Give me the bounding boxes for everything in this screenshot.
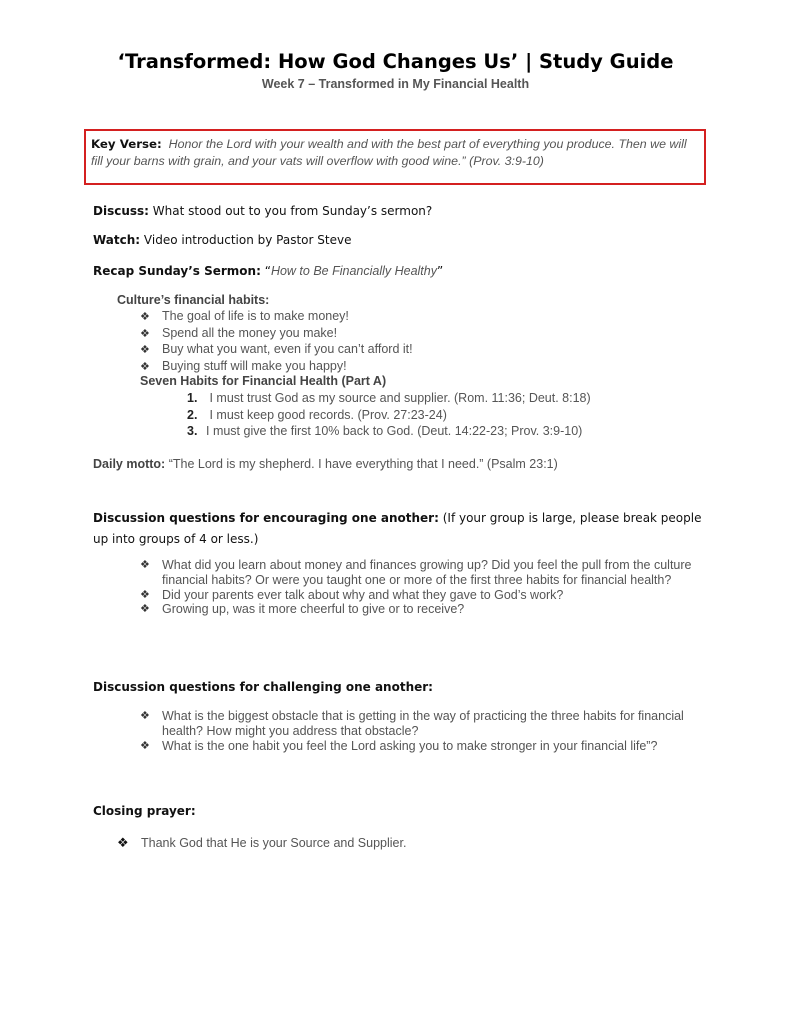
key-verse xyxy=(91,136,699,169)
sermon-title: How to Be Financially Healthy xyxy=(270,264,437,278)
diamond-bullet-icon: ❖ xyxy=(140,559,150,571)
challenging-questions xyxy=(140,709,720,753)
list-item: ❖ Did your parents ever talk about why and what they gave to God’s work? xyxy=(140,587,564,602)
closing-prayer-item: ❖ Thank God that He is your Source and Supplier. xyxy=(117,835,407,850)
diamond-bullet-icon: ❖ xyxy=(140,710,150,722)
watch-line xyxy=(93,233,351,247)
discuss-text: What stood out to you from Sunday’s sermon? xyxy=(148,204,433,218)
encouraging-label: Discussion questions for encouraging one another: xyxy=(93,511,439,525)
closing-prayer-heading: Closing prayer: xyxy=(93,804,196,818)
diamond-bullet-icon: ❖ xyxy=(140,603,150,616)
recap-label: Recap Sunday’s Sermon: xyxy=(93,264,261,278)
key-verse-text: Honor the Lord with your wealth and with the best part of everything you produce. Then we will fill your barns with grain, and your vats will overflow with good wine.” (Prov. 3:9-10) xyxy=(91,137,687,168)
recap-line xyxy=(93,264,443,278)
recap-close-quote: ” xyxy=(436,264,444,278)
list-item: ❖ What is the one habit you feel the Lord asking you to make stronger in your financial life”? xyxy=(140,738,658,753)
motto-text: “The Lord is my shepherd. I have everything that I need.” (Psalm 23:1) xyxy=(165,457,558,471)
list-item: 2. I must keep good records. (Prov. 27:23-24) xyxy=(187,407,447,422)
diamond-bullet-icon: ❖ xyxy=(140,344,150,356)
list-item: ❖ Spend all the money you make! xyxy=(140,325,413,342)
motto-label: Daily motto: xyxy=(93,457,166,471)
daily-motto xyxy=(93,457,558,471)
key-verse-box xyxy=(84,129,706,185)
discuss-line xyxy=(93,204,432,218)
diamond-bullet-icon: ❖ xyxy=(140,588,150,601)
key-verse-label: Key Verse: xyxy=(91,137,162,151)
list-item: ❖ What did you learn about money and finances growing up? Did you feel the pull from the culture financial habits? Or were you taught one or more of the first three habits for financial health? xyxy=(140,558,692,587)
watch-label: Watch: xyxy=(93,233,141,247)
list-item: ❖ Buy what you want, even if you can’t afford it! xyxy=(140,341,413,358)
list-item: 1. I must trust God as my source and supplier. (Rom. 11:36; Deut. 8:18) xyxy=(187,391,591,405)
culture-heading: Culture’s financial habits: xyxy=(117,293,270,307)
list-item: 3. I must give the first 10% back to God. (Deut. 14:22-23; Prov. 3:9-10) xyxy=(187,424,583,438)
watch-text: Video introduction by Pastor Steve xyxy=(140,233,352,247)
seven-habits-heading: Seven Habits for Financial Health (Part A) xyxy=(140,374,387,388)
challenging-heading xyxy=(93,677,713,698)
diamond-bullet-icon: ❖ xyxy=(140,739,150,752)
diamond-bullet-icon: ❖ xyxy=(140,311,150,323)
encouraging-questions xyxy=(140,558,720,617)
challenging-label: Discussion questions for challenging one another: xyxy=(93,680,433,694)
encouraging-note: (If your group is large, please break people up into groups of 4 or less.) xyxy=(93,511,702,546)
diamond-bullet-icon: ❖ xyxy=(117,835,129,850)
diamond-bullet-icon: ❖ xyxy=(140,327,150,340)
page-title: ‘Transformed: How God Changes Us’ | Study Guide xyxy=(117,50,674,73)
culture-list xyxy=(140,308,413,374)
diamond-bullet-icon: ❖ xyxy=(140,360,150,373)
page-subtitle: Week 7 – Transformed in My Financial Health xyxy=(261,77,530,91)
list-item: ❖ Buying stuff will make you happy! xyxy=(140,358,413,375)
list-item: ❖ What is the biggest obstacle that is getting in the way of practicing the three habits for financial health? How might you address that obstacle? xyxy=(140,709,684,738)
encouraging-heading xyxy=(93,508,713,550)
recap-open-quote: “ xyxy=(260,264,271,278)
list-item: ❖ Growing up, was it more cheerful to give or to receive? xyxy=(140,602,465,617)
list-item: ❖ The goal of life is to make money! xyxy=(140,308,413,325)
seven-habits-list xyxy=(187,390,591,440)
discuss-label: Discuss: xyxy=(93,204,149,218)
